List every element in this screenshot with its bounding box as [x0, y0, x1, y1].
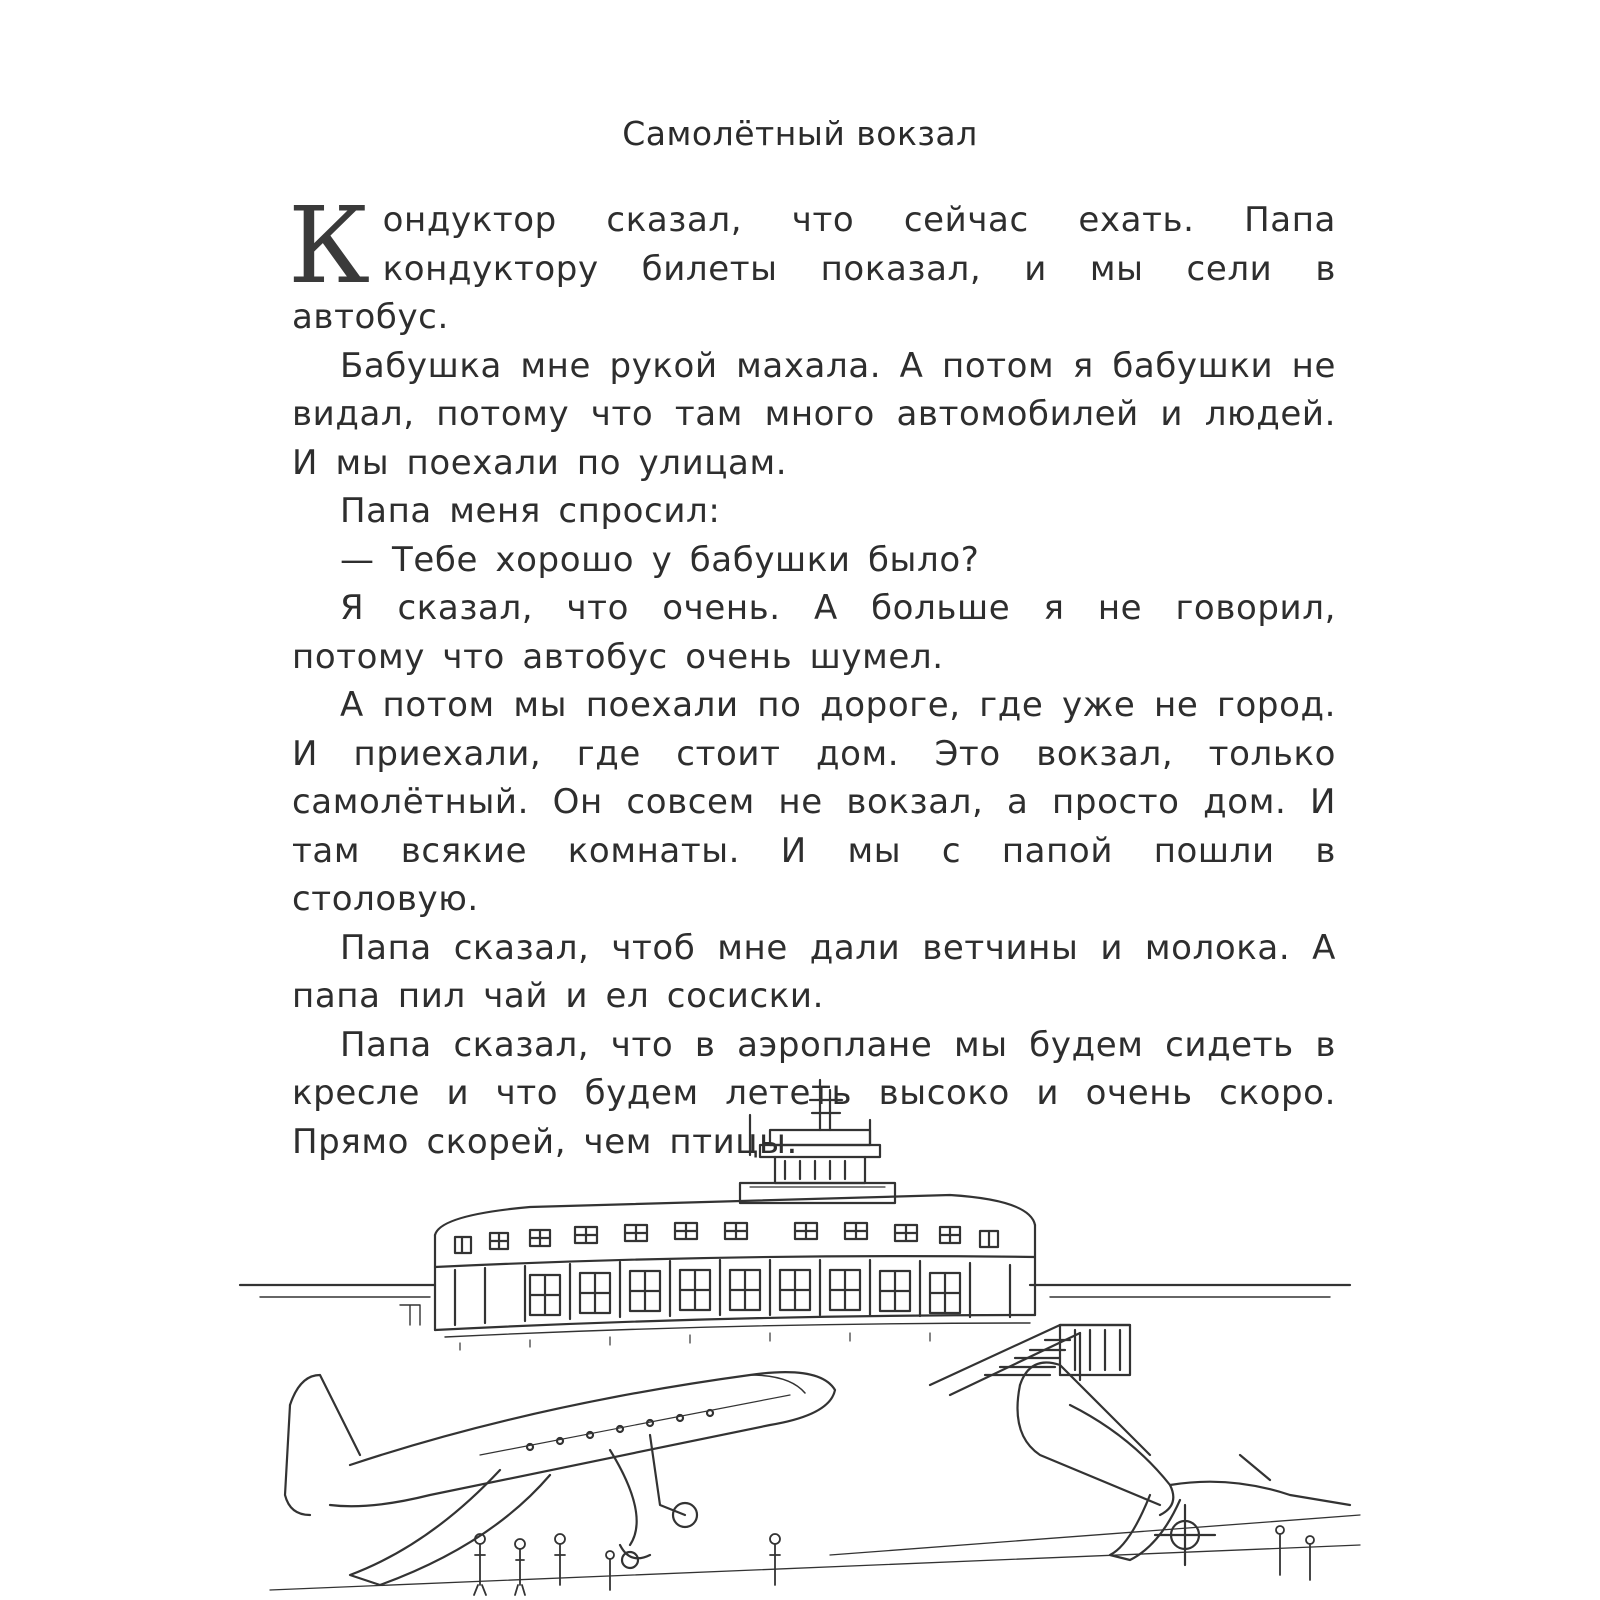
airplane-right — [1018, 1363, 1351, 1566]
people-figures — [474, 1526, 1314, 1595]
paragraph-1 — [288, 184, 1336, 342]
paragraph-5: Я сказал, что очень. А больше я не говорил, потому что автобус очень шумел. — [292, 588, 1336, 677]
paragraph-2: Бабушка мне рукой махала. А потом я бабушки не видал, потому что там много автомобилей и людей. И мы поехали по улицам. — [292, 345, 1336, 483]
terminal-building — [400, 1195, 1035, 1350]
paragraph-4: — Тебе хорошо у бабушки было? — [340, 539, 980, 580]
paragraph-8: Папа сказал, что в аэроплане мы будем сидеть в кресле и что будем лететь высоко и очень скоро. Прямо скорей, чем птицы. — [292, 1024, 1336, 1162]
airport-illustration — [230, 1075, 1400, 1600]
paragraph-1-text: ондуктор сказал, что сейчас ехать. Папа кондуктору билеты показал, и мы сели в автобус. — [292, 200, 1336, 337]
paragraph-3: Папа меня спросил: — [340, 491, 721, 531]
control-tower — [740, 1080, 895, 1203]
story-text — [288, 184, 1336, 1166]
paragraph-6: А потом мы поехали по дороге, где уже не город. И приехали, где стоит дом. Это вокзал, только самолётный. Он совсем не вокзал, а просто дом. И там всякие комнаты. И мы с папой пошли в столовую. — [292, 685, 1336, 919]
page-title: Самолётный вокзал — [622, 114, 978, 154]
paragraph-7: Папа сказал, чтоб мне дали ветчины и молока. А папа пил чай и ел сосиски. — [292, 927, 1336, 1016]
drop-cap-letter: К — [288, 184, 371, 307]
boarding-stairs — [930, 1325, 1130, 1395]
